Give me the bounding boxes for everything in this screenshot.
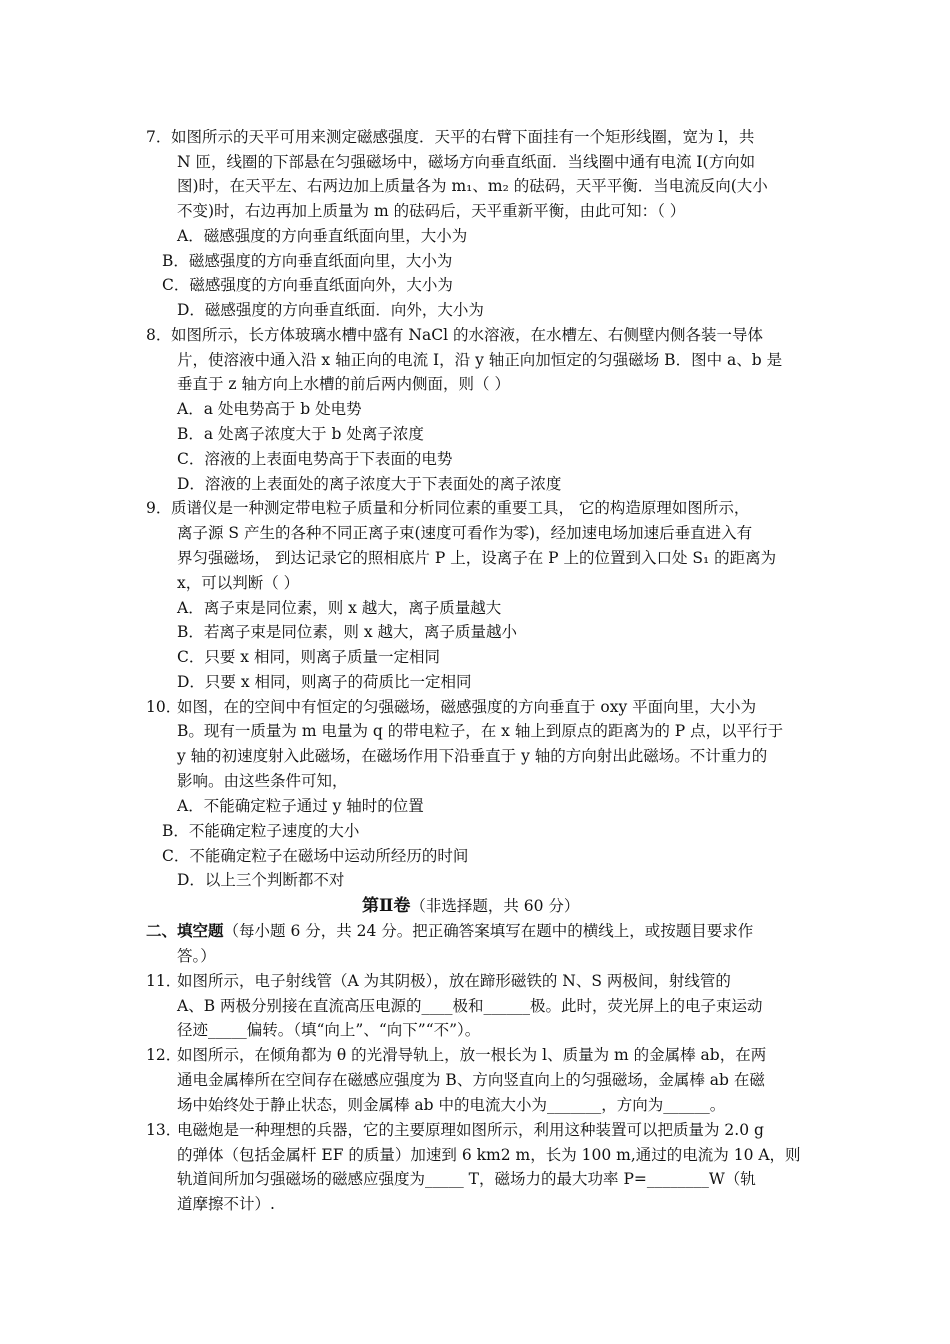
q10-number: 10． [146, 698, 182, 716]
q12-number: 12． [146, 1046, 182, 1064]
q8-stem-line: 片，使溶液中通入沿 x 轴正向的电流 I，沿 y 轴正向加恒定的匀强磁场 B．图中 a、b 是 [177, 351, 783, 369]
q7-stem-line: 不变)时，右边再加上质量为 m 的砝码后，天平重新平衡，由此可知：（ ） [177, 202, 686, 220]
q12-stem-line: 场中始终处于静止状态，则金属棒 ab 中的电流大小为_______，方向为______。 [177, 1096, 726, 1114]
section2-header [146, 920, 753, 942]
q11-stem-line: 如图所示，电子射线管（A 为其阴极），放在蹄形磁铁的 N、S 两极间，射线管的 [177, 972, 731, 990]
q9-stem-line: 质谱仪是一种测定带电粒子质量和分析同位素的重要工具， 它的构造原理如图所示， [171, 499, 750, 517]
q13-number: 13． [146, 1121, 182, 1139]
section2-instructions: （每小题 6 分，共 24 分。把正确答案填写在题中的横线上，或按题目要求作 [223, 922, 754, 940]
q11-number: 11． [146, 972, 182, 990]
q9-option-c: C．只要 x 相同，则离子质量一定相同 [177, 648, 440, 666]
q12-stem-line: 如图所示，在倾角都为 θ 的光滑导轨上，放一根长为 l、质量为 m 的金属棒 ab，在两 [177, 1046, 767, 1064]
q10-stem-line: 影响。由这些条件可知， [177, 772, 348, 790]
part2-title-text: 第Ⅱ卷 [362, 896, 411, 916]
q13-stem-line: 轨道间所加匀强磁场的磁感应强度为_____ T，磁场力的最大功率 P=________W（轨 [177, 1170, 756, 1188]
q7-option-d: D．磁感强度的方向垂直纸面．向外，大小为 [177, 301, 484, 319]
q7-number: 7． [146, 128, 172, 146]
q13-stem-line: 道摩擦不计）. [177, 1195, 275, 1213]
q10-option-c: C．不能确定粒子在磁场中运动所经历的时间 [162, 847, 469, 865]
q10-stem-line: 如图，在的空间中有恒定的匀强磁场，磁感强度的方向垂直于 oxy 平面向里，大小为 [177, 698, 757, 716]
q10-stem-line: B。现有一质量为 m 电量为 q 的带电粒子，在 x 轴上到原点的距离为的 P 点，以平行于 [177, 722, 784, 740]
q9-stem-line: 界匀强磁场， 到达记录它的照相底片 P 上，设离子在 P 上的位置到入口处 S₁ 的距离为 [177, 549, 777, 567]
q9-stem-line: x，可以判断（ ） [177, 574, 300, 592]
q8-stem-line: 如图所示，长方体玻璃水槽中盛有 NaCl 的水溶液，在水槽左、右侧壁内侧各装一导体 [171, 326, 763, 344]
q9-stem-line: 离子源 S 产生的各种不同正离子束(速度可看作为零)，经加速电场加速后垂直进入有 [177, 524, 753, 542]
q8-stem-line: 垂直于 z 轴方向上水槽的前后两内侧面，则（ ） [177, 375, 510, 393]
q7-stem-line: 如图所示的天平可用来测定磁感强度．天平的右臂下面挂有一个矩形线圈，宽为 l，共 [171, 128, 755, 146]
q8-option-c: C．溶液的上表面电势高于下表面的电势 [177, 450, 453, 468]
q9-option-d: D．只要 x 相同，则离子的荷质比一定相同 [177, 673, 472, 691]
q7-option-c: C．磁感强度的方向垂直纸面向外，大小为 [162, 276, 453, 294]
q7-option-a: A．磁感强度的方向垂直纸面向里，大小为 [177, 227, 468, 245]
part2-title [362, 895, 579, 917]
q8-number: 8． [146, 326, 172, 344]
q13-stem-line: 的弹体（包括金属杆 EF 的质量）加速到 6 km2 m，长为 100 m,通过的电流为 10 A，则 [177, 1146, 801, 1164]
q9-option-b: B．若离子束是同位素，则 x 越大，离子质量越小 [177, 623, 517, 641]
q13-stem-line: 电磁炮是一种理想的兵器，它的主要原理如图所示，利用这种装置可以把质量为 2.0 g [177, 1121, 764, 1139]
q8-option-a: A．a 处电势高于 b 处电势 [177, 400, 362, 418]
q9-option-a: A．离子束是同位素，则 x 越大，离子质量越大 [177, 599, 502, 617]
q11-stem-line: 径迹_____偏转。（填“向上”、“向下”“不”）。 [177, 1021, 481, 1039]
section2-label: 二、填空题 [146, 921, 224, 940]
part2-subtitle: （非选择题，共 60 分） [410, 897, 580, 915]
q11-stem-line: A、B 两极分别接在直流高压电源的____极和______极。此时，荧光屏上的电子束运动 [177, 997, 763, 1015]
section2-instructions-cont: 答。） [177, 947, 216, 965]
q10-stem-line: y 轴的初速度射入此磁场，在磁场作用下沿垂直于 y 轴的方向射出此磁场。不计重力的 [177, 747, 768, 765]
q10-option-b: B．不能确定粒子速度的大小 [162, 822, 360, 840]
q7-stem-line: 图)时，在天平左、右两边加上质量各为 m₁、m₂ 的砝码，天平平衡．当电流反向(大小 [177, 177, 768, 195]
q9-number: 9． [146, 499, 172, 517]
q8-option-b: B．a 处离子浓度大于 b 处离子浓度 [177, 425, 424, 443]
q7-stem-line: N 匝，线圈的下部悬在匀强磁场中，磁场方向垂直纸面．当线圈中通有电流 I(方向如 [177, 153, 756, 171]
q8-option-d: D．溶液的上表面处的离子浓度大于下表面处的离子浓度 [177, 475, 562, 493]
q10-option-a: A．不能确定粒子通过 y 轴时的位置 [177, 797, 424, 815]
q10-option-d: D．以上三个判断都不对 [177, 871, 345, 889]
q12-stem-line: 通电金属棒所在空间存在磁感应强度为 B、方向竖直向上的匀强磁场，金属棒 ab 在磁 [177, 1071, 765, 1089]
q7-option-b: B．磁感强度的方向垂直纸面向里，大小为 [162, 252, 453, 270]
